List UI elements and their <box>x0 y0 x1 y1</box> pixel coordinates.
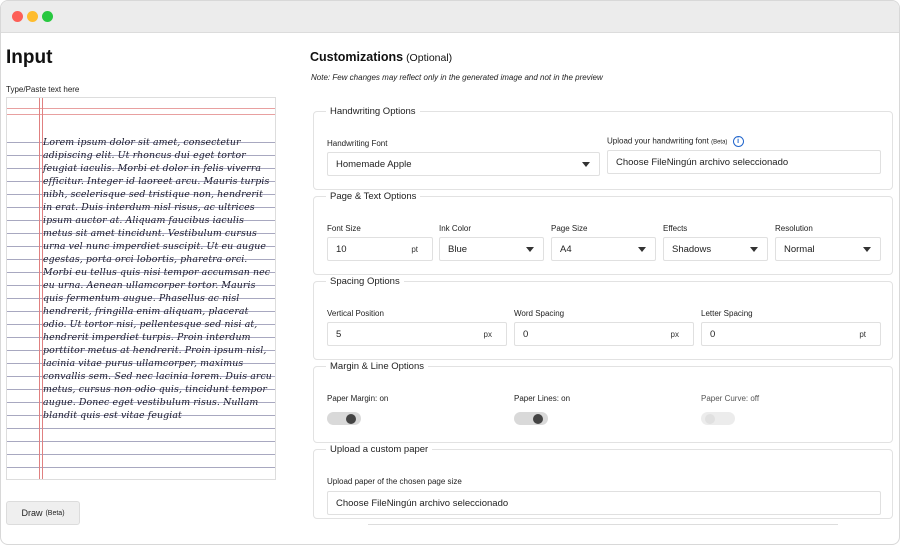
paper-curve-toggle-knob <box>705 414 715 424</box>
letter-spacing-value: 0 <box>710 328 716 340</box>
bottom-divider <box>368 524 838 525</box>
textarea-label: Type/Paste text here <box>6 85 80 94</box>
paper-lines-toggle[interactable] <box>514 412 548 425</box>
close-window-button[interactable] <box>12 11 23 22</box>
input-panel <box>6 33 276 545</box>
ink-color-value: Blue <box>448 243 468 255</box>
handwriting-options-group <box>313 106 893 190</box>
customizations-note: Note: Few changes may reflect only in the generated image and not in the preview <box>311 73 603 82</box>
upload-font-label-text: Upload your handwriting font <box>607 136 709 146</box>
paper-margin-toggle[interactable] <box>327 412 361 425</box>
vertical-position-input[interactable] <box>327 322 507 346</box>
letter-spacing-input[interactable] <box>701 322 881 346</box>
draw-button-beta: (Beta) <box>45 509 65 517</box>
effects-label: Effects <box>663 224 688 233</box>
paper-curve-toggle[interactable] <box>701 412 735 425</box>
draw-button-label: Draw <box>21 508 43 518</box>
input-title: Input <box>6 47 53 68</box>
paper-margin-line <box>39 98 40 479</box>
custom-paper-file-input[interactable] <box>327 491 881 515</box>
chevron-down-icon <box>750 247 758 252</box>
custom-paper-label: Upload paper of the chosen page size <box>327 477 462 486</box>
effects-select[interactable] <box>663 237 768 261</box>
word-spacing-unit: px <box>670 329 679 339</box>
font-size-input[interactable] <box>327 237 433 261</box>
handwriting-font-value: Homemade Apple <box>336 158 412 170</box>
word-spacing-label: Word Spacing <box>514 309 565 318</box>
letter-spacing-unit: pt <box>859 329 866 339</box>
paper-lines-toggle-knob <box>533 414 543 424</box>
font-size-value: 10 <box>336 243 347 255</box>
font-size-unit: pt <box>411 244 418 254</box>
page-size-select[interactable] <box>551 237 656 261</box>
handwriting-preview-textarea[interactable] <box>6 97 276 480</box>
handwritten-text[interactable]: Lorem ipsum dolor sit amet, consectetur adipiscing elit. Ut rhoncus dui eget tortor feugiat iaculis. Morbi et dolor in felis viverra efficitur. Integer id laoreet arcu. Mauris turpis nibh, scelerisque sed tristique non, hendrerit in erat. Duis interdum nisl risus, ac ultrices ipsum auctor at. Aliquam faucibus iaculis metus sit amet tincidunt. Vestibulum cursus urna vel nunc imperdiet suscipit. Ut eu augue egestas, porta orci lobortis, pharetra orci. Morbi eu tellus quis nisi tempor accumsan nec eu urna. Aenean ullamcorper tortor. Mauris quis fermentum augue. Phasellus ac nisl hendrerit, fringilla enim aliquam, placerat odio. Ut tortor nisi, pellentesque sed nisi at, hendrerit imperdiet turpis. Proin interdum porttitor metus at hendrerit. Proin ipsum nisl, lacinia vitae purus ullamcorper, maximus convallis sem. Sed nec lacinia lorem. Duis arcu metus, cursus non odio quis, tincidunt tempor augue. Donec eget vestibulum risus. Nullam blandit quis est vitae feugiat <box>43 137 272 421</box>
resolution-label: Resolution <box>775 224 813 233</box>
vertical-position-value: 5 <box>336 328 342 340</box>
custom-paper-file-value: Choose FileNingún archivo seleccionado <box>336 497 509 509</box>
upload-font-beta: (Beta) <box>711 139 728 146</box>
handwriting-options-legend: Handwriting Options <box>330 106 416 117</box>
ink-color-label: Ink Color <box>439 224 472 233</box>
paper-top-line <box>7 108 275 109</box>
custom-paper-group <box>313 444 893 519</box>
letter-spacing-label: Letter Spacing <box>701 309 753 318</box>
draw-button[interactable] <box>6 501 80 525</box>
word-spacing-input[interactable] <box>514 322 694 346</box>
chevron-down-icon <box>526 247 534 252</box>
page-text-options-legend: Page & Text Options <box>330 191 417 202</box>
vertical-position-label: Vertical Position <box>327 309 384 318</box>
spacing-options-legend: Spacing Options <box>330 276 400 287</box>
paper-curve-label: Paper Curve: off <box>701 394 760 403</box>
handwriting-font-label: Handwriting Font <box>327 139 388 148</box>
upload-font-file-input[interactable] <box>607 150 881 174</box>
paper-margin-label: Paper Margin: on <box>327 394 389 403</box>
chevron-down-icon <box>638 247 646 252</box>
vertical-position-unit: px <box>483 329 492 339</box>
font-size-label: Font Size <box>327 224 361 233</box>
resolution-select[interactable] <box>775 237 881 261</box>
margin-line-options-legend: Margin & Line Options <box>330 361 424 372</box>
upload-font-file-value: Choose FileNingún archivo seleccionado <box>616 156 789 168</box>
spacing-options-group <box>313 276 893 360</box>
maximize-window-button[interactable] <box>42 11 53 22</box>
page-size-label: Page Size <box>551 224 588 233</box>
handwriting-font-select[interactable] <box>327 152 600 176</box>
paper-top-line-2 <box>7 114 275 115</box>
optional-tag: (Optional) <box>406 52 453 64</box>
margin-line-options-group <box>313 361 893 443</box>
word-spacing-value: 0 <box>523 328 529 340</box>
ink-color-select[interactable] <box>439 237 544 261</box>
customizations-panel <box>310 33 895 545</box>
page-text-options-group <box>313 191 893 275</box>
chevron-down-icon <box>863 247 871 252</box>
custom-paper-legend: Upload a custom paper <box>330 444 429 455</box>
customizations-heading: Customizations <box>310 50 404 64</box>
effects-value: Shadows <box>672 243 712 255</box>
upload-font-label <box>607 136 744 147</box>
paper-lines-label: Paper Lines: on <box>514 394 571 403</box>
customizations-title <box>310 50 452 64</box>
paper-margin-toggle-knob <box>346 414 356 424</box>
info-icon[interactable]: i <box>733 136 744 147</box>
chevron-down-icon <box>582 162 590 167</box>
minimize-window-button[interactable] <box>27 11 38 22</box>
resolution-value: Normal <box>784 243 815 255</box>
page-size-value: A4 <box>560 243 572 255</box>
title-bar <box>1 1 899 33</box>
